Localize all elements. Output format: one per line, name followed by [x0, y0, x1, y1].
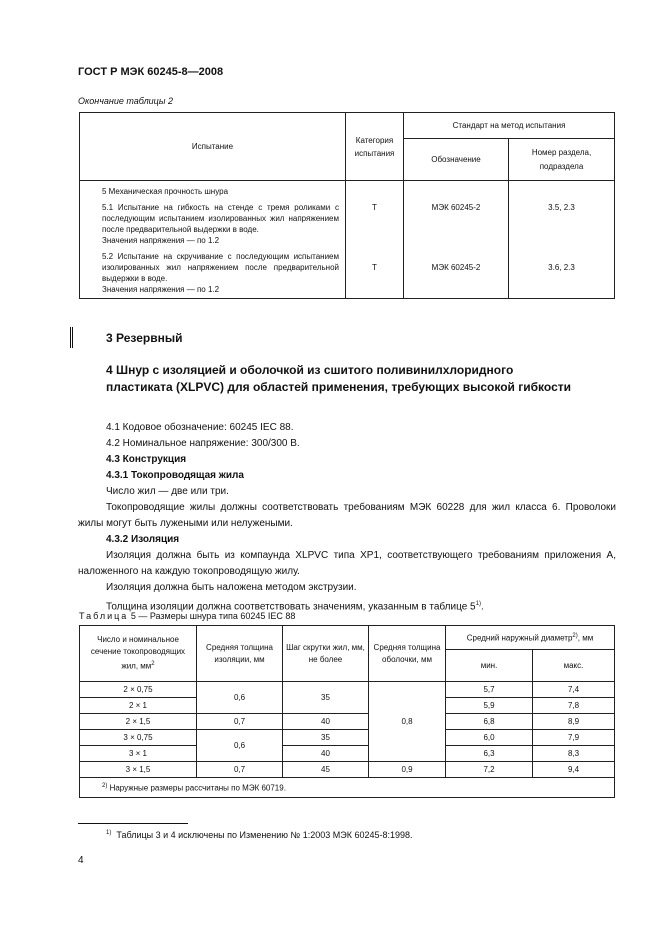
footnote-ref-1: 1) — [475, 601, 481, 607]
page-footnote: $^{1)}$ Таблицы 3 и 4 исключены по Изменению № 1:2003 МЭК 60245-8:1998. — [106, 830, 413, 840]
row-5-2-text: 5.2 Испытание на скручивание с последующим испытанием изолированных жил напряжением после предварительной выдержки в воде. — [102, 252, 339, 283]
footnote-divider — [78, 823, 188, 824]
page-number: 4 — [78, 855, 84, 866]
table-continuation-caption: Окончание таблицы 2 — [78, 96, 173, 106]
heading-4-3: 4.3 Конструкция — [106, 454, 187, 465]
para-4-3-1-a: Число жил — две или три. — [106, 486, 229, 497]
table-row: 3 × 1 40 6,3 8,3 — [80, 746, 615, 762]
header-standard: Стандарт на метод испытания — [404, 113, 615, 139]
table-row: 2 × 0,75 0,6 35 0,8 5,7 7,4 — [80, 682, 615, 698]
test-cell — [80, 181, 346, 299]
row-5-2-note: Значения напряжения — по 1.2 — [102, 285, 220, 294]
table-5-caption: Таблица 5 — Размеры шнура типа 60245 IEC 88 — [79, 611, 296, 621]
row-5-1-section: 3.5, 2.3 — [548, 203, 575, 212]
heading-4-3-1: 4.3.1 Токопроводящая жила — [106, 470, 244, 481]
row-5-1-category: Т — [372, 203, 377, 212]
header-insulation: Средняя толщина изоляции, мм — [197, 626, 283, 682]
header-section: Номер раздела, подраздела — [509, 139, 615, 181]
para-4-2: 4.2 Номинальное напряжение: 300/300 В. — [106, 438, 300, 449]
header-test: Испытание — [80, 113, 346, 181]
section-3-title: 3 Резервный — [106, 331, 183, 345]
header-lay: Шаг скрутки жил, мм, не более — [283, 626, 369, 682]
heading-4-3-2: 4.3.2 Изоляция — [106, 534, 180, 545]
row-5-1-note: Значения напряжения — по 1.2 — [102, 236, 220, 245]
table-2 — [79, 112, 615, 299]
para-4-3-2-a: Изоляция должна быть из компаунда XLPVC типа XP1, соответствующего требованиям приложения А, наложенного на каждую токопроводящую жилу. — [78, 550, 616, 577]
category-cell — [346, 181, 404, 299]
table-row: 3 × 0,75 0,6 35 6,0 7,9 — [80, 730, 615, 746]
section-4-body — [78, 420, 616, 615]
header-designation: Обозначение — [404, 139, 509, 181]
para-4-3-2-b: Изоляция должна быть наложена методом экструзии. — [106, 582, 357, 593]
header-max: макс. — [533, 650, 615, 682]
table-row: 3 × 1,5 0,7 45 0,9 7,2 9,4 — [80, 762, 615, 778]
row-5-1-designation: МЭК 60245-2 — [431, 203, 481, 212]
header-cores: Число и номинальное сечение токопроводящих жил, $мм^2$ — [80, 626, 197, 682]
section-cell — [509, 181, 615, 299]
para-4-3-1-b: Токопроводящие жилы должны соответствовать требованиям МЭК 60228 для жил класса 6. Проволоки жилы могут быть лужеными или нелужеными. — [78, 502, 616, 529]
table-5 — [79, 625, 615, 798]
row-5-1-text: 5.1 Испытание на гибкость на стенде с тремя роликами с последующим испытанием изолированных жил напряжением после предварительной выдержки в воде. — [102, 203, 339, 234]
document-code: ГОСТ Р МЭК 60245-8—2008 — [78, 66, 224, 78]
para-4-1: 4.1 Кодовое обозначение: 60245 IEC 88. — [106, 422, 294, 433]
header-diameter: Средний наружный диаметр$^{2)}$, мм — [446, 626, 615, 650]
section-4-title: 4 Шнур с изоляцией и оболочкой из сшитого поливинилхлоридного пластиката (XLPVC) для областей применения, требующих высокой гибкости — [106, 363, 572, 394]
header-sheath: Средняя толщина оболочки, мм — [369, 626, 446, 682]
header-min: мин. — [446, 650, 533, 682]
table-5-footnote: $^{2)}$ Наружные размеры рассчитаны по МЭК 60719. — [80, 778, 615, 798]
row-5-2-designation: МЭК 60245-2 — [431, 263, 481, 272]
designation-cell — [404, 181, 509, 299]
para-4-3-2-c: Толщина изоляции должна соответствовать значениям, указанным в таблице 5$^{1)}$. — [106, 601, 484, 613]
header-category: Категория испытания — [346, 113, 404, 181]
table-row: 2 × 1 5,9 7,8 — [80, 698, 615, 714]
row-5-2-category: Т — [372, 263, 377, 272]
change-bar — [70, 327, 73, 348]
row-5-2-section: 3.6, 2.3 — [548, 263, 575, 272]
table-row: 2 × 1,5 0,7 40 6,8 8,9 — [80, 714, 615, 730]
section-title: 5 Механическая прочность шнура — [102, 187, 229, 196]
